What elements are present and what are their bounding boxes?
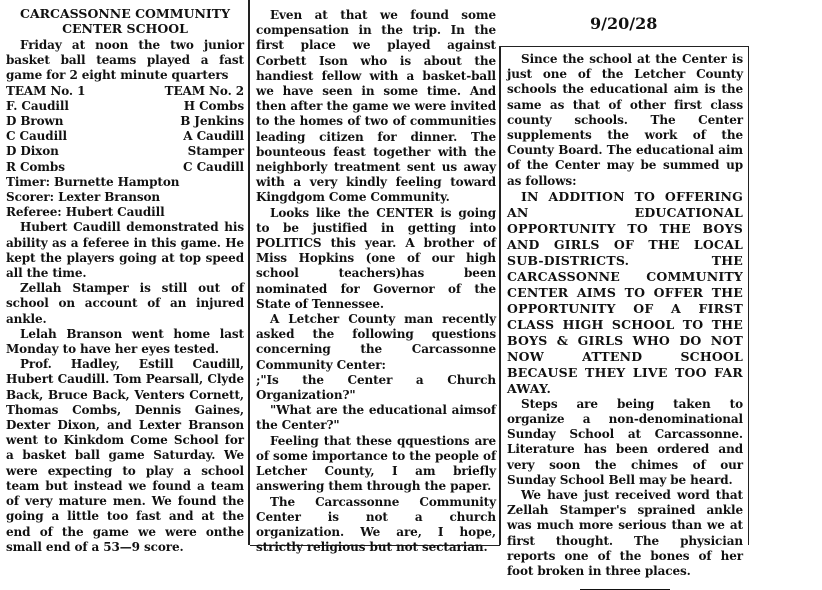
roster-right: B Jenkins [180,114,244,129]
educational-aim-paragraph: Since the school at the Center is just one of the Letcher County schools the educational aim is the same as that of other first class county schools. The Center supplements the work of the County Board. The educational aim of the Center may be summed up as follows: [507,52,743,188]
headline [6,6,244,36]
answer-intro-paragraph: Feeling that these qquestions are of some importance to the people of Letcher County, I am briefly answering them through the paper. [256,433,497,494]
branson-paragraph: Lelah Branson went home last Monday to have her eyes tested. [6,326,244,357]
roster-row [6,114,244,129]
roster-row [6,99,244,114]
team-1-label: TEAM No. 1 [6,83,86,98]
roster-right: H Combs [183,98,244,113]
church-answer-paragraph: The Carcassonne Community Center is not a church organization. We are, I hope, strictly religious but not sectarian. [256,494,496,555]
referee-line: Referee: Hubert Caudill [6,205,165,220]
top-border-col3 [499,46,749,47]
team-2-label: TEAM No. 2 [164,83,244,98]
headline-line-2: CENTER SCHOOL [62,21,188,36]
roster-left: C Caudill [6,129,67,144]
question-2: "What are the educational aimsof the Center?" [256,403,496,433]
column-divider-3 [748,46,749,545]
ankle-paragraph: We have just received word that Zellah Stamper's sprained ankle was much more serious than we at first thought. The physician reports one of the bones of her foot broken in three places. [507,488,743,579]
stamper-paragraph: Zellah Stamper is still out of school on account of an injured ankle. [6,281,244,326]
roster-row [6,160,244,175]
roster-row [6,144,244,159]
roster-left: F. Caudill [6,98,69,113]
column-divider-1 [248,0,250,545]
roster-row [6,129,244,144]
politics-paragraph: Looks like the CENTER is going to be justified in getting into POLITICS this year. A brother of Miss Hopkins (one of our high school teachers)has been nominated for Governor of the State of Tennessee. [256,205,496,311]
trip-paragraph: Prof. Hadley, Estill Caudill, Hubert Caudill. Tom Pearsall, Clyde Back, Bruce Back, Venters Cornett, Thomas Combs, Dennis Gaines, Dexter Dixon, and Lexter Branson went to Kinkdom Come School for a basket ball game Saturday. We were expecting to play a school team but instead we found a team of very mature men. We found the going a little too fast and at the end of the game we were onthe small end of a 53—9 score. [6,357,244,554]
roster-left: D Dixon [6,144,59,159]
questions-paragraph: A Letcher County man recently asked the following questions concerning the Carcassonne Community Center: [256,312,496,372]
aim-statement: IN ADDITION TO OFFERING AN EDUCATIONAL OPPORTUNITY TO THE BOYS AND GIRLS OF THE LOCAL SUB-DISTRICTS. THE CARCASSONNE COMMUNITY CENTER AIMS TO OFFER THE OPPORTUNITY OF A FIRST CLASS HIGH SCHOOL TO THE BOYS & GIRLS WHO DO NOT NOW ATTEND SCHOOL BECAUSE THEY LIVE TOO FAR AWAY. [507,188,743,396]
team-header-row [6,84,244,99]
column-divider-2 [499,46,501,545]
roster-left: R Combs [6,159,65,174]
roster-right: A Caudill [183,129,244,144]
clipping-date: 9/20/28 [590,14,658,33]
roster-right: C Caudill [183,159,244,174]
headline-line-1: CARCASSONNE COMMUNITY [20,6,230,21]
question-1: ;"Is the Center a Church Organization?" [256,372,496,403]
roster-left: D Brown [6,114,64,129]
column-1 [6,6,244,555]
column-2 [256,8,496,555]
compensation-paragraph: Even at that we found some compensation in the trip. In the first place we played against Corbett Ison who is about the handiest fellow with a basket-ball we have seen in some time. And then after the game we were invited to the homes of two of communities leading citizen for dinner. The bounteous feast together with the neighborly treatment sent us away with a very kindly feeling toward Kingdgom Come Community. [256,8,496,205]
roster-right: Stamper [187,144,244,159]
game-intro: Friday at noon the two junior basket ball teams played a fast game for 2 eight minute quarters [6,38,244,83]
sunday-school-paragraph: Steps are being taken to organize a non-denominational Sunday School at Carcassonne. Literature has been ordered and very soon the chimes of our Sunday School Bell may be heard. [507,396,743,487]
scorer-line: Scorer: Lexter Branson [6,190,161,205]
timer-line: Timer: Burnette Hampton [6,174,180,189]
column-3 [507,52,743,590]
referee-paragraph: Hubert Caudill demonstrated his ability as a feferee in this game. He kept the players going at top speed all the time. [6,220,244,281]
